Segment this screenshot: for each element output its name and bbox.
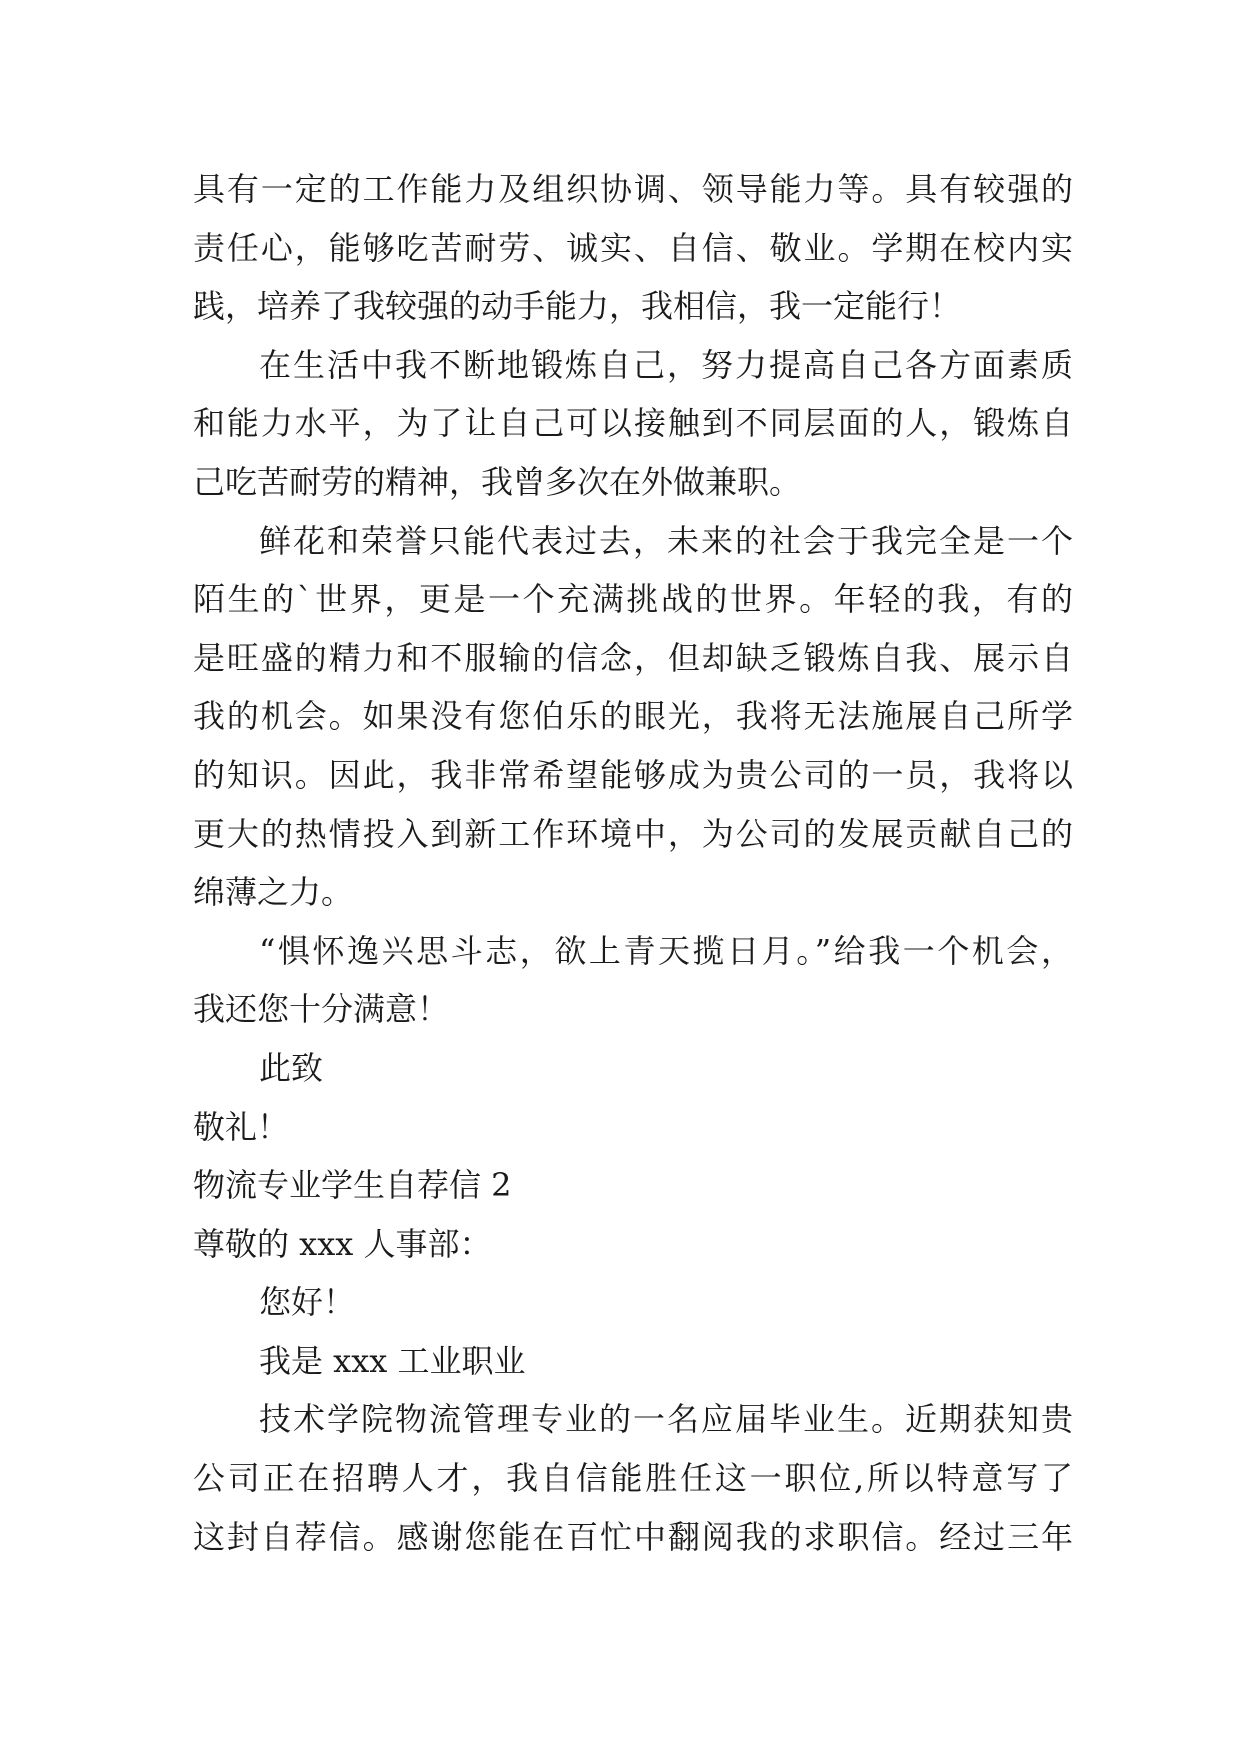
- text-line: 公司正在招聘人才，我自信能胜任这一职位,所以特意写了: [193, 1459, 1073, 1498]
- text-line: 技术学院物流管理专业的一名应届毕业生。近期获知贵: [259, 1400, 1073, 1439]
- text-line: “惧怀逸兴思斗志，欲上青天揽日月。”给我一个机会，: [259, 931, 1073, 970]
- text-line: 这封自荐信。感谢您能在百忙中翻阅我的求职信。经过三年: [193, 1517, 1073, 1556]
- letter-body: [193, 160, 1073, 1566]
- text-line: 绵薄之力。: [193, 873, 354, 912]
- text-line: 具有一定的工作能力及组织协调、领导能力等。具有较强的: [193, 170, 1073, 208]
- text-line: 尊敬的 xxx 人事部：: [193, 1224, 492, 1263]
- text-line: 陌生的`世界，更是一个充满挑战的世界。年轻的我，有的: [193, 580, 1073, 619]
- text-line: 我的机会。如果没有您伯乐的眼光，我将无法施展自己所学: [193, 697, 1073, 736]
- text-line: 己吃苦耐劳的精神，我曾多次在外做兼职。: [193, 462, 802, 501]
- text-line: 的知识。因此，我非常希望能够成为贵公司的一员，我将以: [193, 755, 1073, 794]
- text-line: 和能力水平，为了让自己可以接触到不同层面的人，锻炼自: [193, 404, 1073, 443]
- text-line: 更大的热情投入到新工作环境中，为公司的发展贡献自己的: [193, 814, 1073, 853]
- text-line: 我还您十分满意！: [193, 990, 450, 1029]
- text-line: 物流专业学生自荐信 2: [193, 1166, 512, 1205]
- text-line: 是旺盛的精力和不服输的信念，但却缺乏锻炼自我、展示自: [193, 638, 1073, 677]
- text-line: 敬礼！: [193, 1107, 290, 1146]
- text-line: 您好！: [259, 1283, 356, 1322]
- text-line: 践，培养了我较强的动手能力，我相信，我一定能行！: [193, 287, 962, 326]
- text-line: 此致: [259, 1048, 324, 1087]
- text-line: 鲜花和荣誉只能代表过去，未来的社会于我完全是一个: [259, 521, 1073, 560]
- text-line: 责任心，能够吃苦耐劳、诚实、自信、敬业。学期在校内实: [193, 228, 1073, 267]
- text-line: 我是 xxx 工业职业: [259, 1341, 526, 1380]
- text-line: 在生活中我不断地锻炼自己，努力提高自己各方面素质: [259, 345, 1073, 384]
